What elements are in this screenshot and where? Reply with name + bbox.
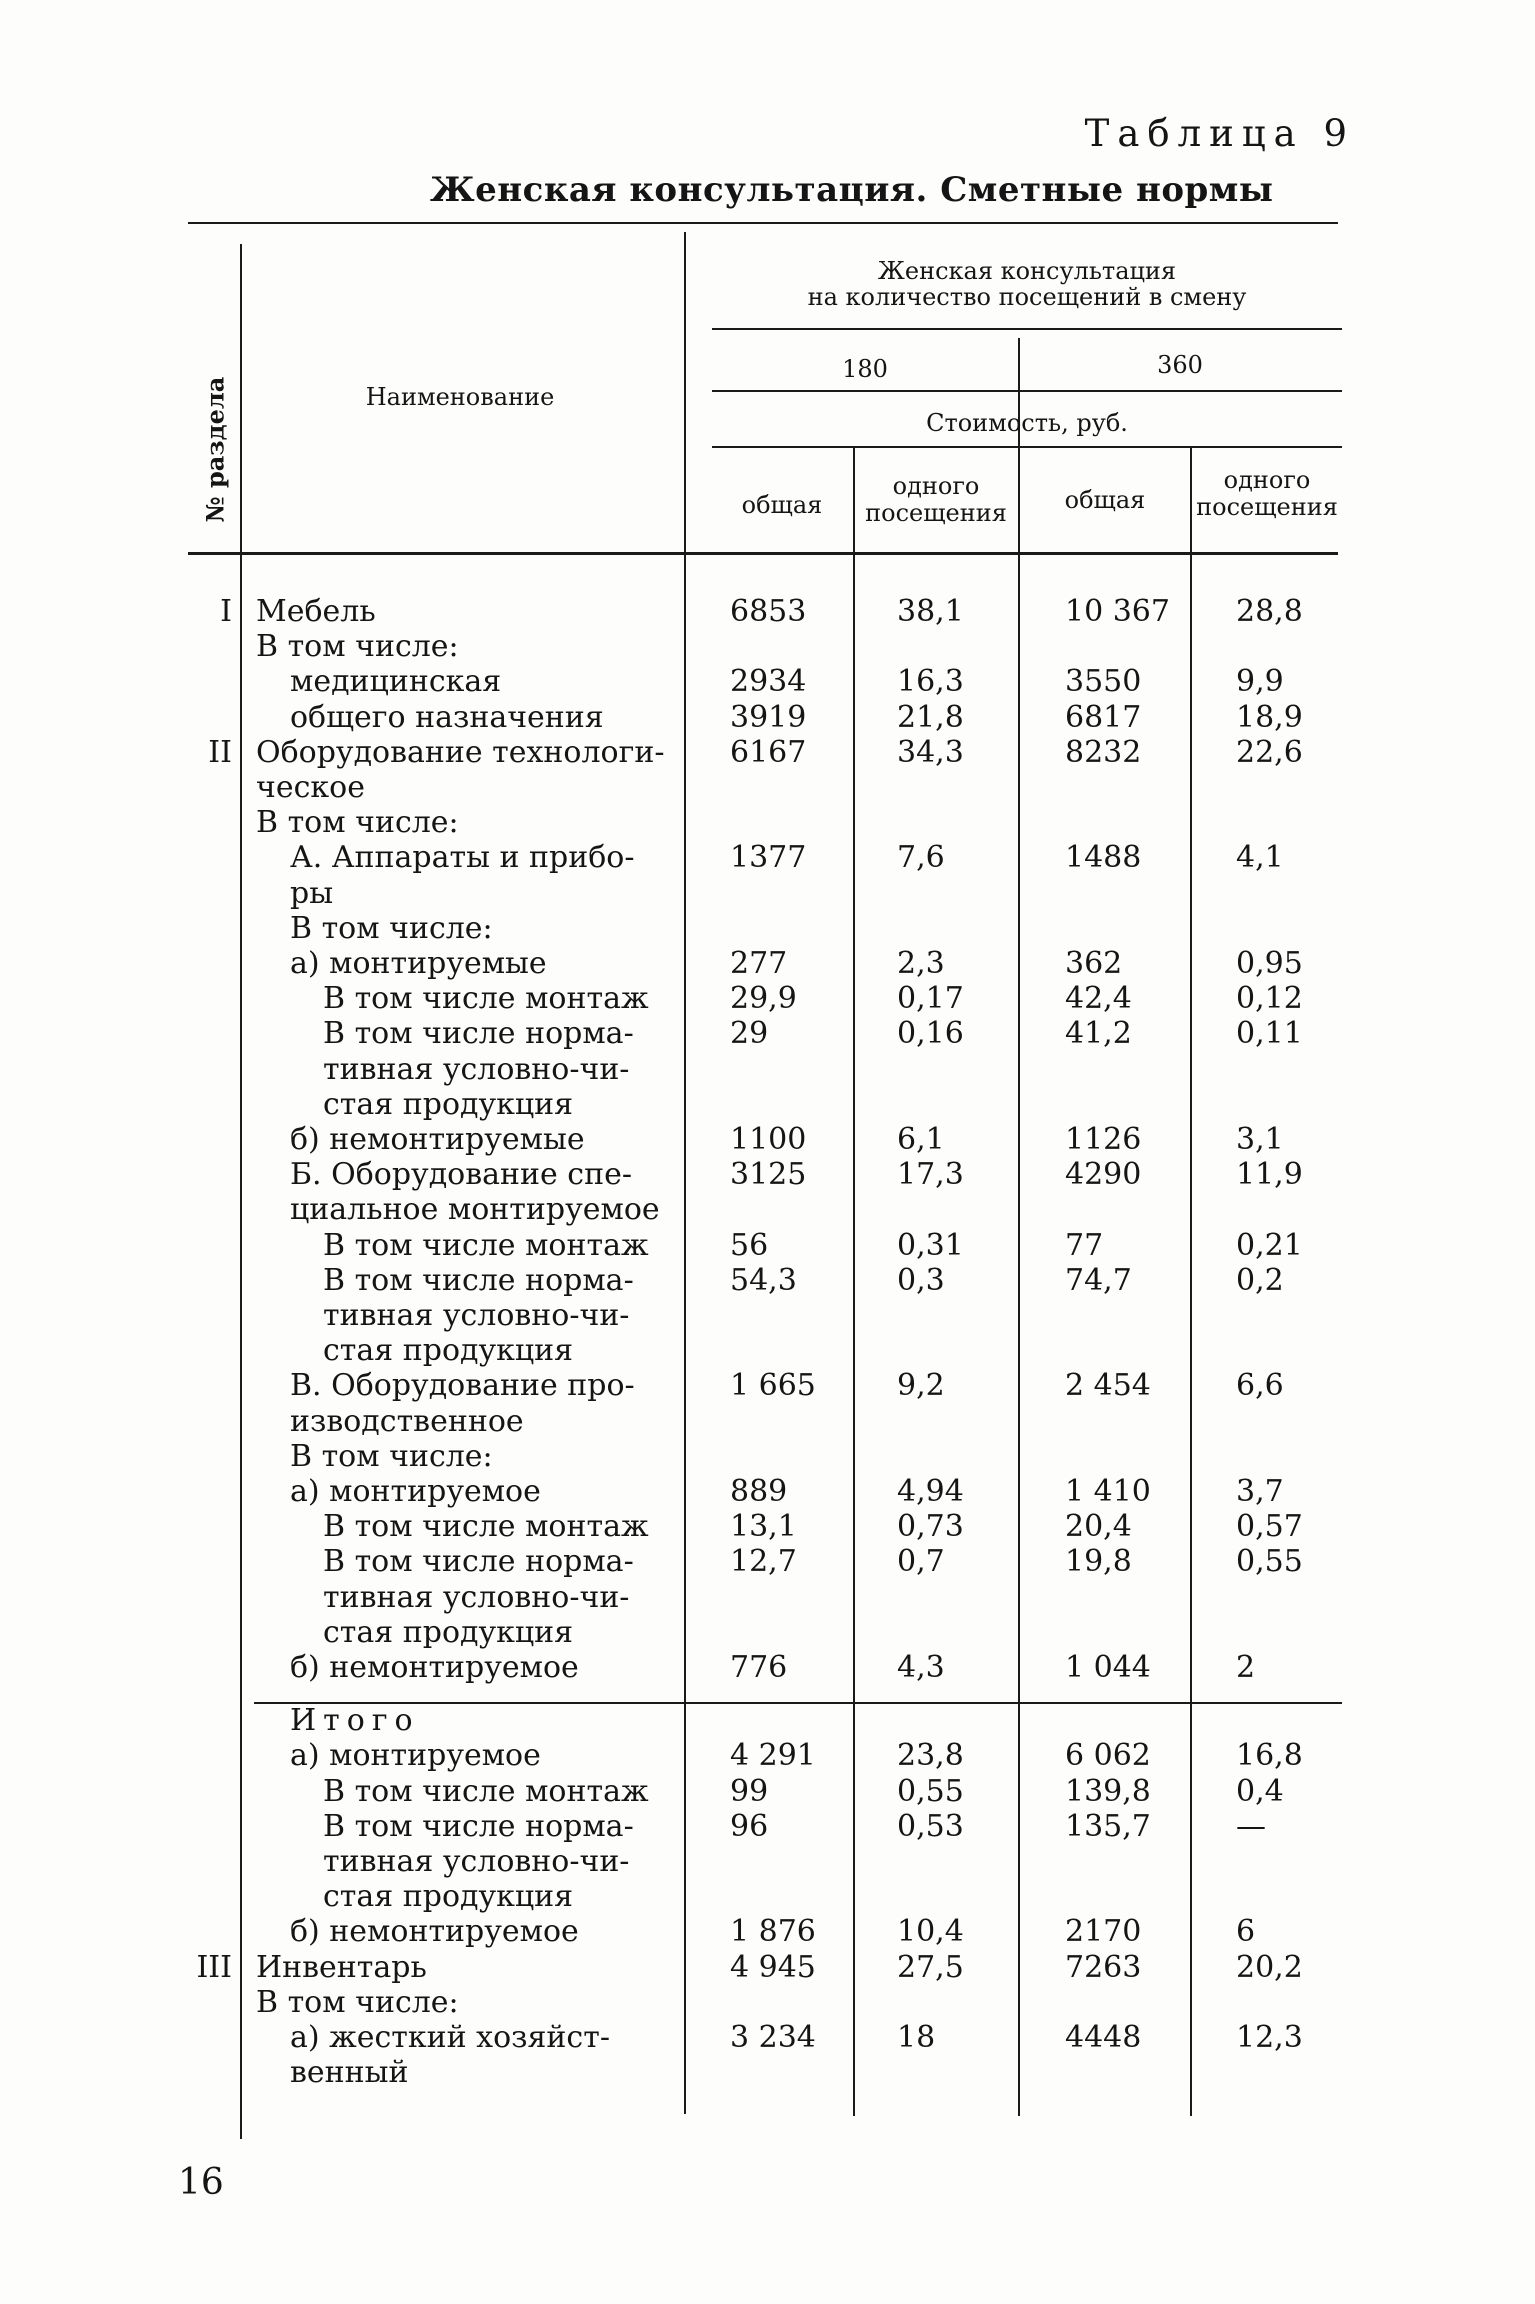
section-number: I [220, 594, 232, 629]
row-name: Оборудование технологи- [256, 734, 665, 770]
value-180-per-visit: 0,17 [897, 981, 964, 1017]
row-name: В том числе норма- [323, 1262, 634, 1298]
row-name: В том числе: [256, 805, 459, 841]
section-number: III [196, 1949, 232, 1985]
value-180-total: 277 [730, 946, 788, 981]
value-360-total: 77 [1065, 1227, 1104, 1263]
value-360-per-visit: 11,9 [1236, 1157, 1303, 1193]
value-180-total: 889 [730, 1474, 788, 1509]
table-label: Таблица 9 [1084, 112, 1355, 155]
value-360-total: 362 [1065, 946, 1123, 981]
group-header-line1: Женская консультация [877, 257, 1177, 285]
value-360-per-visit: 0,2 [1236, 1262, 1284, 1298]
value-180-total: 6853 [730, 594, 807, 629]
value-360-per-visit: 2 [1236, 1650, 1256, 1685]
value-180-total: 1100 [730, 1122, 807, 1157]
table-row [0, 1844, 1535, 1880]
row-name: ческое [256, 770, 365, 805]
row-name: б) немонтируемое [290, 1914, 579, 1950]
value-180-per-visit: 0,73 [897, 1509, 964, 1545]
value-360-total: 2170 [1065, 1914, 1142, 1950]
value-360-total: 1 410 [1065, 1474, 1151, 1509]
value-360-total: 41,2 [1065, 1016, 1132, 1052]
row-name: А. Аппараты и прибо- [290, 840, 635, 876]
table-row [0, 1650, 1535, 1686]
value-180-total: 4 291 [730, 1738, 816, 1774]
value-180-total: 3 234 [730, 2020, 816, 2055]
value-360-total: 8232 [1065, 734, 1142, 770]
value-180-per-visit: 0,3 [897, 1262, 945, 1298]
value-180-per-visit: 38,1 [897, 594, 964, 629]
value-180-total: 1 876 [730, 1914, 816, 1950]
visits-180-header: 180 [842, 355, 888, 383]
value-180-per-visit: 27,5 [897, 1949, 964, 1985]
per-visit-180-header-line1: одного [892, 472, 980, 500]
row-name: Б. Оборудование спе- [290, 1157, 632, 1193]
table-row [0, 981, 1535, 1017]
row-name: тивная условно-чи- [323, 1579, 630, 1615]
table-row [0, 1879, 1535, 1915]
table-row [0, 1950, 1535, 1986]
value-360-per-visit: 0,95 [1236, 946, 1303, 981]
value-180-total: 99 [730, 1773, 769, 1809]
value-180-per-visit: 0,31 [897, 1227, 964, 1263]
table-row [0, 1439, 1535, 1475]
table-row [0, 1333, 1535, 1369]
value-360-per-visit: 0,21 [1236, 1227, 1303, 1263]
value-360-total: 10 367 [1065, 594, 1170, 629]
value-180-per-visit: 18 [897, 2020, 936, 2055]
row-name: циальное монтируемое [290, 1192, 660, 1228]
total-180-header: общая [741, 491, 823, 519]
value-180-per-visit: 0,7 [897, 1544, 945, 1580]
value-360-total: 74,7 [1065, 1262, 1132, 1298]
row-name: В том числе норма- [323, 1808, 634, 1844]
value-180-total: 4 945 [730, 1949, 816, 1985]
value-180-total: 6167 [730, 734, 807, 770]
table-row [0, 1985, 1535, 2021]
row-name: а) жесткий хозяйст- [290, 2020, 610, 2055]
row-name: В том числе монтаж [323, 1773, 649, 1809]
value-180-total: 3125 [730, 1157, 807, 1193]
value-180-per-visit: 4,94 [897, 1474, 964, 1509]
table-row [0, 1774, 1535, 1810]
value-360-per-visit: 12,3 [1236, 2020, 1303, 2055]
row-name: ры [290, 875, 334, 911]
value-360-per-visit: 0,57 [1236, 1509, 1303, 1545]
table-row [0, 735, 1535, 771]
row-name: изводственное [290, 1403, 524, 1439]
table-row [0, 840, 1535, 876]
row-name: стая продукция [323, 1879, 574, 1915]
value-360-per-visit: 20,2 [1236, 1949, 1303, 1985]
value-180-per-visit: 0,16 [897, 1016, 964, 1052]
row-name: Мебель [256, 594, 376, 629]
table-row [0, 1809, 1535, 1845]
table-row [0, 805, 1535, 841]
row-name: В том числе: [256, 629, 459, 665]
value-360-total: 1126 [1065, 1122, 1142, 1157]
table-row [0, 594, 1535, 630]
row-name: а) монтируемые [290, 946, 547, 981]
value-360-per-visit: 16,8 [1236, 1738, 1303, 1774]
table-row [0, 1052, 1535, 1088]
value-360-total: 3550 [1065, 664, 1142, 700]
value-360-total: 20,4 [1065, 1509, 1132, 1545]
value-360-total: 4448 [1065, 2020, 1142, 2055]
value-180-per-visit: 0,53 [897, 1808, 964, 1844]
value-360-total: 139,8 [1065, 1773, 1151, 1809]
row-name: В том числе монтаж [323, 981, 649, 1017]
value-360-per-visit: 4,1 [1236, 840, 1284, 876]
table-row [0, 1509, 1535, 1545]
table-row [0, 1738, 1535, 1774]
value-360-per-visit: 9,9 [1236, 664, 1284, 700]
row-name: стая продукция [323, 1333, 574, 1369]
group-header-line2: на количество посещений в смену [807, 283, 1247, 311]
value-360-total: 19,8 [1065, 1544, 1132, 1580]
value-360-total: 42,4 [1065, 981, 1132, 1017]
value-180-per-visit: 0,55 [897, 1773, 964, 1809]
value-360-per-visit: 18,9 [1236, 699, 1303, 735]
value-360-total: 2 454 [1065, 1368, 1151, 1404]
table-row [0, 911, 1535, 947]
row-name: а) монтируемое [290, 1474, 541, 1509]
visits-360-header: 360 [1157, 351, 1203, 379]
value-180-total: 29 [730, 1016, 769, 1052]
row-name: В том числе норма- [323, 1016, 634, 1052]
row-name: венный [290, 2055, 409, 2091]
value-180-total: 29,9 [730, 981, 797, 1017]
value-180-per-visit: 2,3 [897, 946, 945, 981]
value-180-per-visit: 23,8 [897, 1738, 964, 1774]
value-180-per-visit: 9,2 [897, 1368, 945, 1404]
page-title: Женская консультация. Сметные нормы [430, 170, 1274, 210]
per-visit-360-header-line1: одного [1223, 466, 1311, 494]
row-name: тивная условно-чи- [323, 1051, 630, 1087]
table-row [0, 770, 1535, 806]
value-360-total: 1 044 [1065, 1650, 1151, 1685]
section-number-header: № раздела [200, 376, 230, 523]
table-row [0, 2020, 1535, 2056]
table-row [0, 1914, 1535, 1950]
value-360-per-visit: 3,1 [1236, 1122, 1284, 1157]
table-row [0, 1544, 1535, 1580]
row-name: В том числе монтаж [323, 1227, 649, 1263]
value-180-total: 13,1 [730, 1509, 797, 1545]
row-name: медицинская [290, 664, 502, 700]
value-180-total: 1377 [730, 840, 807, 876]
value-360-total: 1488 [1065, 840, 1142, 876]
value-180-total: 3919 [730, 699, 807, 735]
row-name: стая продукция [323, 1614, 574, 1650]
row-name: В том числе: [290, 910, 493, 946]
row-name: тивная условно-чи- [323, 1298, 630, 1333]
value-180-total: 776 [730, 1650, 788, 1685]
table-row [0, 1157, 1535, 1193]
name-header: Наименование [365, 383, 555, 411]
value-180-per-visit: 4,3 [897, 1650, 945, 1685]
table-row [0, 1615, 1535, 1651]
table-row [0, 1228, 1535, 1264]
value-180-total: 12,7 [730, 1544, 797, 1580]
table-row [0, 1298, 1535, 1334]
value-360-per-visit: 0,4 [1236, 1773, 1284, 1809]
value-360-total: 6817 [1065, 699, 1142, 735]
table-row [0, 1122, 1535, 1158]
table-row [0, 1580, 1535, 1616]
table-row [0, 2055, 1535, 2091]
value-180-per-visit: 10,4 [897, 1914, 964, 1950]
value-360-per-visit: 0,55 [1236, 1544, 1303, 1580]
value-180-total: 2934 [730, 664, 807, 700]
cost-header: Стоимость, руб. [926, 409, 1128, 437]
value-180-total: 1 665 [730, 1368, 816, 1404]
value-360-total: 4290 [1065, 1157, 1142, 1193]
row-name: В том числе: [290, 1438, 493, 1474]
value-180-per-visit: 6,1 [897, 1122, 945, 1157]
table-row [0, 1087, 1535, 1123]
table-row [0, 1368, 1535, 1404]
per-visit-180-header-line2: посещения [865, 499, 1007, 527]
row-name: В том числе норма- [323, 1544, 634, 1580]
value-180-per-visit: 21,8 [897, 699, 964, 735]
value-180-per-visit: 17,3 [897, 1157, 964, 1193]
row-name: стая продукция [323, 1086, 574, 1122]
value-360-per-visit: — [1236, 1808, 1266, 1844]
row-name: общего назначения [290, 699, 604, 735]
total-360-header: общая [1064, 486, 1146, 514]
table-row [0, 1703, 1535, 1739]
value-360-per-visit: 6,6 [1236, 1368, 1284, 1404]
table-row [0, 946, 1535, 982]
row-name: тивная условно-чи- [323, 1844, 630, 1879]
table-row [0, 1016, 1535, 1052]
value-180-total: 54,3 [730, 1262, 797, 1298]
value-180-per-visit: 16,3 [897, 664, 964, 700]
row-name: б) немонтируемое [290, 1650, 579, 1685]
row-name: В том числе: [256, 1984, 459, 2020]
value-180-per-visit: 7,6 [897, 840, 945, 876]
value-360-per-visit: 6 [1236, 1914, 1256, 1950]
value-360-per-visit: 28,8 [1236, 594, 1303, 629]
value-360-total: 135,7 [1065, 1808, 1151, 1844]
value-360-per-visit: 22,6 [1236, 734, 1303, 770]
row-name: В том числе монтаж [323, 1509, 649, 1545]
table-row [0, 664, 1535, 700]
value-360-per-visit: 3,7 [1236, 1474, 1284, 1509]
row-name: а) монтируемое [290, 1738, 541, 1774]
table-row [0, 876, 1535, 912]
value-360-total: 7263 [1065, 1949, 1142, 1985]
row-name: В. Оборудование про- [290, 1368, 635, 1404]
section-number: II [208, 734, 232, 770]
table-row [0, 629, 1535, 665]
row-name: Инвентарь [256, 1949, 427, 1985]
page-number: 16 [178, 2162, 224, 2203]
table-row [0, 700, 1535, 736]
table-row [0, 1192, 1535, 1228]
table-row [0, 1474, 1535, 1510]
value-360-per-visit: 0,11 [1236, 1016, 1303, 1052]
value-360-per-visit: 0,12 [1236, 981, 1303, 1017]
row-name: Итого [290, 1703, 420, 1739]
table-row [0, 1263, 1535, 1299]
value-180-total: 56 [730, 1227, 769, 1263]
per-visit-360-header-line2: посещения [1196, 493, 1338, 521]
value-180-total: 96 [730, 1808, 769, 1844]
row-name: б) немонтируемые [290, 1122, 585, 1157]
value-180-per-visit: 34,3 [897, 734, 964, 770]
value-360-total: 6 062 [1065, 1738, 1151, 1774]
table-row [0, 1404, 1535, 1440]
